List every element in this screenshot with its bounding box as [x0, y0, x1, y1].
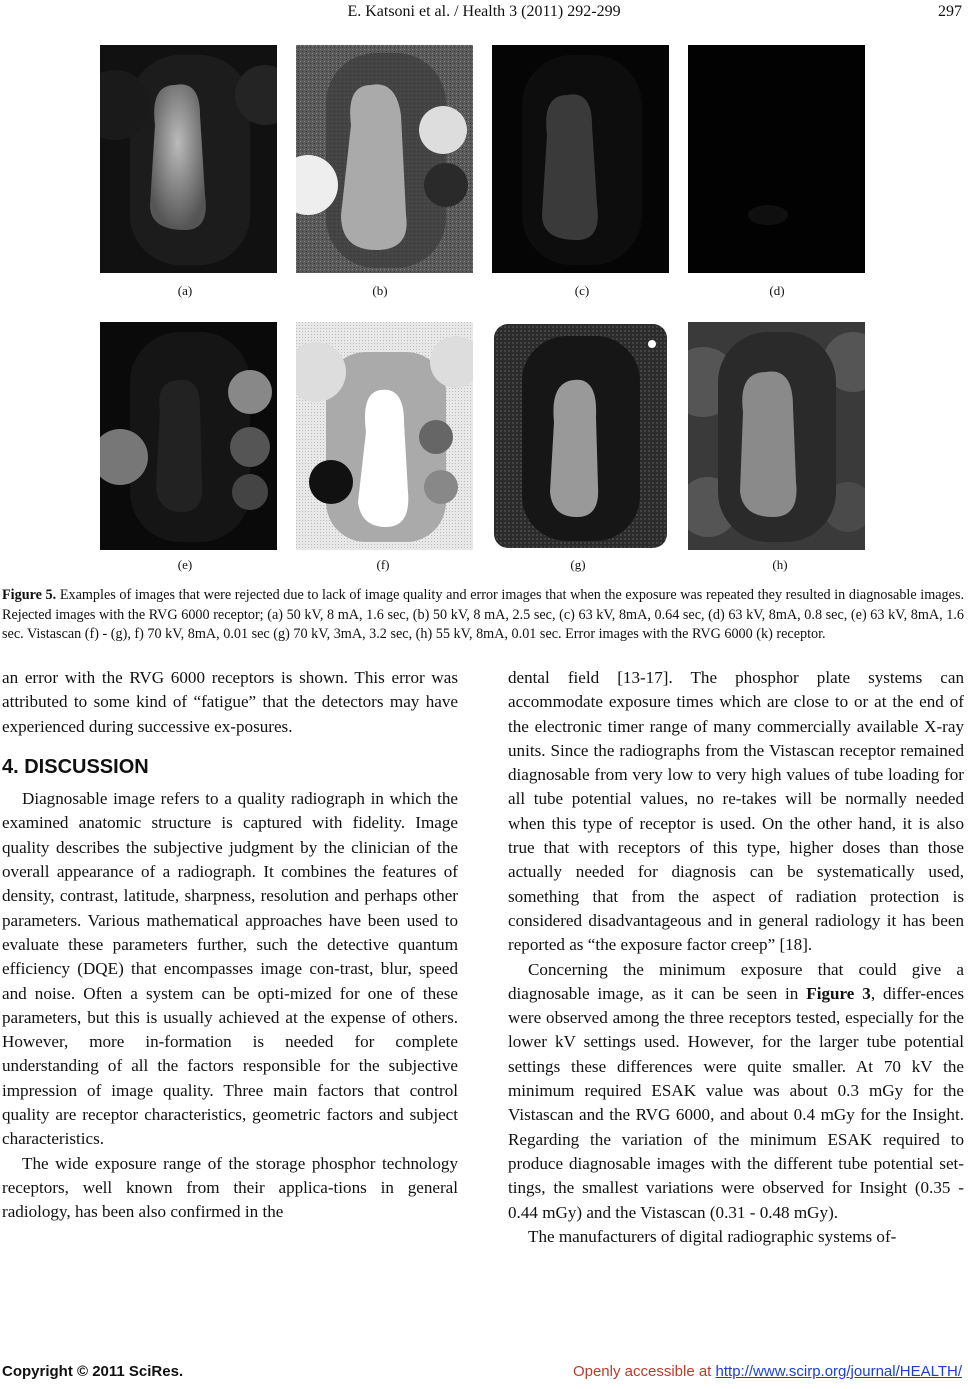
radiograph-panel-d	[688, 45, 865, 273]
running-header: E. Katsoni et al. / Health 3 (2011) 292-299	[347, 3, 621, 20]
radiograph-panel-a	[100, 45, 277, 273]
figure-caption-title: Figure 5.	[2, 587, 57, 603]
paragraph-text: Concerning the minimum exposure that could give a diagnosable image, as it can be seen in	[508, 959, 964, 1003]
paragraph	[508, 958, 964, 1225]
radiograph-panel-h	[688, 322, 865, 550]
page-number: 297	[938, 3, 962, 20]
paragraph: The wide exposure range of the storage phosphor technology receptors, well known from their applica-tions in general radiology, has been also confirmed in the	[2, 1153, 458, 1222]
access-text: Openly accessible at	[572, 1363, 712, 1380]
paragraph-intro: an error with the RVG 6000 receptors is shown. This error was attributed to some kind of “fatigue” that the detectors may have experienced during successive ex-posures.	[2, 668, 458, 736]
radiograph-panel-c	[492, 45, 669, 273]
paragraph-text: , differ-ences were observed among the three receptors tested, especially for the lower kV settings used. However, for the larger tube potential settings these differences were quite smaller. At 70 kV the minimum required ESAK value was about 0.3 mGy for the Vistascan and the RVG 6000, and about 0.4 mGy for the Insight. Regarding the variation of the minimum ESAK required to produce diagnosable images with the different tube potential set-tings, the smallest variations were observed for Insight (0.35 - 0.44 mGy) and the Vistascan (0.31 - 0.48 mGy).	[508, 983, 964, 1222]
right-column	[508, 666, 964, 1249]
journal-url-link[interactable]: http://www.scirp.org/journal/HEALTH/	[715, 1363, 962, 1380]
radiograph-panel-b	[296, 45, 473, 273]
panel-label-h: (h)	[772, 557, 788, 572]
access-notice	[573, 1363, 962, 1380]
panel-label-b: (b)	[372, 283, 388, 298]
panel-label-d: (d)	[769, 283, 785, 298]
panel-label-g: (g)	[570, 557, 586, 572]
panel-label-a: (a)	[177, 283, 193, 298]
section-heading: 4. DISCUSSION	[2, 755, 149, 778]
panel-label-f: (f)	[376, 557, 390, 572]
panel-label-e: (e)	[177, 557, 193, 572]
figure-caption-text: Examples of images that were rejected due to lack of image quality and error images that when the exposure was repeated they resulted in diagnosable images. Rejected images with the RVG 6000 receptor; (a) 50 kV, 8 mA, 1.6 sec, (b) 50 kV, 8 mA, 2.5 sec, (c) 63 kV, 8mA, 0.64 sec, (d) 63 kV, 8mA, 0.8 sec, (e) 63 kV, 8mA, 1.6 sec. Vistascan (f) - (g), f) 70 kV, 8mA, 0.01 sec (g) 70 kV, 3mA, 3.2 sec, (h) 55 kV, 8mA, 0.01 sec. Error images with the RVG 6000 (k) receptor.	[2, 587, 965, 642]
left-column	[2, 666, 458, 1225]
paragraph: Diagnosable image refers to a quality radiograph in which the examined anatomic structure is captured with fidelity. Image quality describes the subjective judgment by the clinician of the overall appearance of a radiograph. It combines the features of density, contrast, latitude, sharpness, resolution and perhaps other parameters. Various mathematical approaches have been used to evaluate these parameters further, such the detective quantum efficiency (DQE) that encompasses image con-trast, blur, speed and noise. Often a system can be opti-mized for one of these parameters, but this is usually achieved at the expense of others. However, more in-formation is needed for complete understanding of all the factors responsible for the subjective impression of image quality. Three main factors that control quality are receptor characteristics, geometric factors and subject characteristics.	[2, 789, 458, 1149]
paragraph: The manufacturers of digital radiographic systems of-	[528, 1226, 897, 1246]
figure-reference-link[interactable]: Figure 3	[806, 983, 871, 1003]
radiograph-panel-f	[296, 322, 473, 550]
copyright-notice: Copyright © 2011 SciRes.	[2, 1363, 184, 1380]
radiograph-panel-g	[492, 322, 669, 550]
radiograph-panel-e	[100, 322, 277, 550]
panel-label-c: (c)	[574, 283, 590, 298]
paragraph: dental field [13-17]. The phosphor plate systems can accommodate exposure times which are close to or at the end of the electronic timer range of many commercially available X-ray units. Since the radiographs from the Vistascan receptor remained diagnosable from very low to very high values of tube loading for all tube potential values, no re-takes will be normally needed when this type of receptor is used. On the other hand, it is also true that with receptors of this type, higher doses than those actually needed for diagnosis can be systematically used, something that from the aspect of radiation protection is considered disadvantageous and in general radiology it has been reported as “the exposure factor creep” [18].	[508, 668, 964, 955]
figure-caption	[2, 586, 964, 645]
